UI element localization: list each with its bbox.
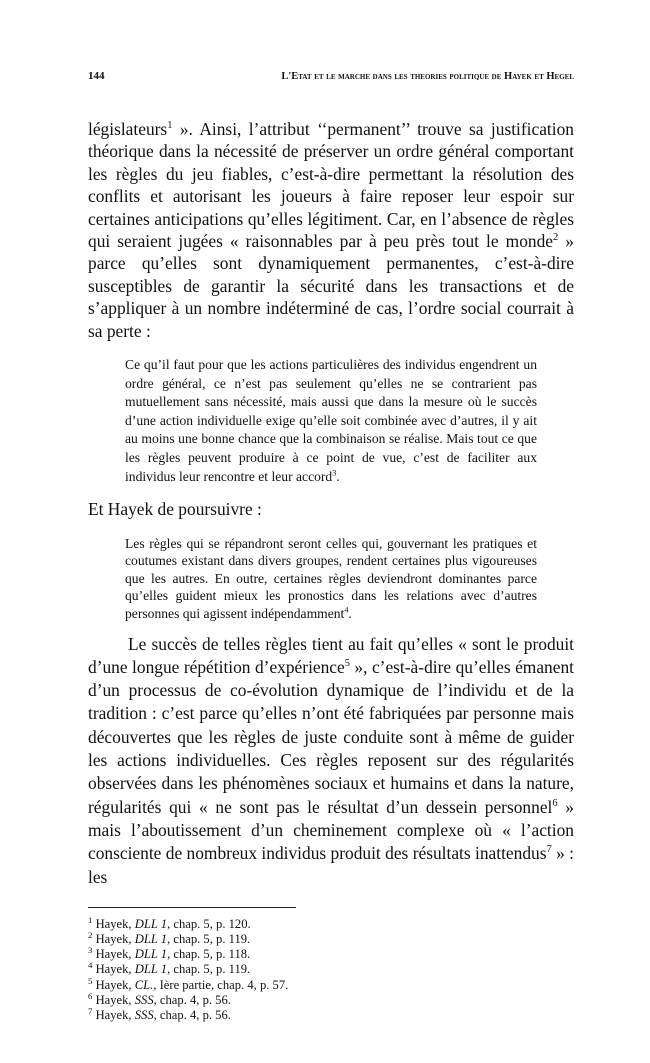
footnote-ref[interactable]: 7 <box>546 844 552 856</box>
text: Hayek, <box>95 1008 135 1023</box>
footnote <box>88 990 574 1008</box>
text: législateurs <box>88 119 168 139</box>
text: , chap. 5, p. 119. <box>167 932 251 947</box>
body-paragraph: Et Hayek de poursuivre : <box>88 499 262 520</box>
text: », c’est-à-dire qu’elles émanent d’un processus de co-évolution dynamique de l’individu et de la tradition : c’est parce qu’elles n’ont été fabriquées par personne mais découvertes que les règles de juste conduite sont à même de guider les actions individuelles. Ces règles reposent sur des régularités observées dans les phénomènes sociaux et humains et dans la nature, régularités qui « ne sont pas le résultat d’un dessein personnel <box>88 656 574 817</box>
text: , chap. 5, p. 119. <box>167 962 251 977</box>
footnote-number: 5 <box>88 975 93 986</box>
footnote-ref[interactable]: 4 <box>344 605 349 615</box>
footnote <box>88 929 574 947</box>
text: , Ière partie, chap. 4, p. 57. <box>153 977 289 992</box>
text: Hayek, <box>95 932 135 947</box>
footnote-number: 3 <box>88 945 93 956</box>
text: . <box>348 606 352 621</box>
footnote-number: 6 <box>88 990 93 1001</box>
page-number: 144 <box>88 70 105 82</box>
footnote <box>88 975 574 993</box>
footnote-separator <box>88 907 296 908</box>
footnote-ref[interactable]: 3 <box>332 468 337 478</box>
text: Les règles qui se répandront seront celles qui, gouvernant les pratiques et coutumes existant dans divers groupes, rendent certaines plus vigoureuses que les autres. En outre, certaines règles deviendront dominantes parce qu’elles guident mieux les pronostics dans les relations avec d’autres personnes qui agissent indépendamment <box>125 535 537 621</box>
footnote <box>88 1005 574 1023</box>
text: , chap. 4, p. 56. <box>153 1008 231 1023</box>
text: , chap. 5, p. 118. <box>167 947 251 962</box>
footnote-number: 2 <box>88 929 93 940</box>
footnote-number: 1 <box>88 914 93 925</box>
footnote-number: 7 <box>88 1005 93 1016</box>
text: Hayek, <box>95 992 135 1007</box>
body-paragraph <box>88 118 574 342</box>
body-paragraph <box>88 633 574 889</box>
text: » parce qu’elles sont dynamiquement permanentes, c’est-à-dire susceptibles de garantir la sécurité dans les transactions et de s’appliquer à un nombre indéterminé de cas, l’ordre social courrait à sa perte : <box>88 231 574 341</box>
footnote-ref[interactable]: 2 <box>553 232 559 244</box>
text: . <box>336 468 340 484</box>
footnote <box>88 962 574 977</box>
work-title: DLL 1 <box>134 932 168 947</box>
footnote <box>88 947 574 962</box>
text: Hayek, <box>95 916 135 931</box>
work-title: SSS <box>134 1008 154 1023</box>
block-quote <box>125 535 537 623</box>
text: , chap. 4, p. 56. <box>153 992 231 1007</box>
work-title: DLL 1 <box>134 947 168 962</box>
text: » : les <box>88 843 574 887</box>
text: ». Ainsi, l’attribut ‘‘permanent’’ trouve sa justification théorique dans la nécessité de préserver un ordre général comportant les règles du jeu fiables, c’est-à-dire permettant la résolution des conflits et autorisant les joueurs à faire reposer leur espoir sur certaines anticipations qu’elles légitiment. Car, en l’absence de règles qui seraient jugées « raisonnables par à peu près tout le monde <box>88 119 574 252</box>
footnote-number: 4 <box>88 960 93 971</box>
work-title: CL. <box>134 977 154 992</box>
footnote-ref[interactable]: 1 <box>167 120 173 132</box>
footnote-ref[interactable]: 5 <box>344 658 350 670</box>
text: Hayek, <box>95 962 135 977</box>
text: » mais l’aboutissement d’un cheminement complexe où « l’action consciente de nombreux individus produit des résultats inattendus <box>88 796 574 864</box>
running-head: L'Etat et le marche dans les theories politique de Hayek et Hegel <box>281 71 574 82</box>
work-title: DLL 1 <box>134 962 168 977</box>
footnotes <box>88 914 574 1023</box>
text: Hayek, <box>95 977 135 992</box>
work-title: DLL 1 <box>134 916 168 931</box>
block-quote <box>125 356 537 486</box>
page-header <box>88 70 574 82</box>
text: Le succès de telles règles tient au fait qu’elles « sont le produit d’une longue répétition d’expérience <box>88 633 574 677</box>
footnote <box>88 914 574 932</box>
text: , chap. 5, p. 120. <box>167 916 251 931</box>
footnote-ref[interactable]: 6 <box>552 797 558 809</box>
work-title: SSS <box>134 992 154 1007</box>
text: Ce qu’il faut pour que les actions particulières des individus engendrent un ordre général, ce n’est pas seulement qu’elles ne se contrarient pas mutuellement sans nécessité, mais aussi que dans la mesure où le succès d’une action individuelle exige qu’elle soit combinée avec d’autres, il y ait au moins une bonne chance que la combinaison se réalise. Mais tout ce que les règles peuvent produire à ce point de vue, c’est de faciliter aux individus leur rencontre et leur accord <box>125 357 537 484</box>
text: Hayek, <box>95 947 135 962</box>
